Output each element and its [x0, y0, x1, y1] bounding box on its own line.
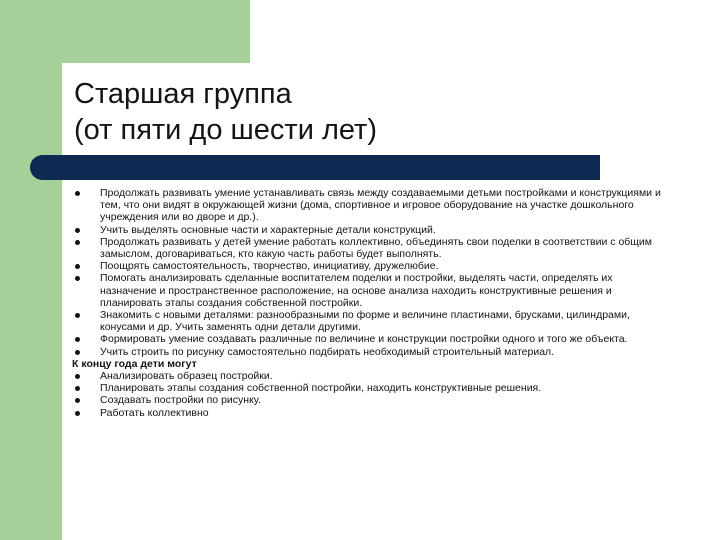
outcomes-list — [75, 370, 665, 419]
bullet-icon — [75, 386, 80, 391]
bullet-icon — [75, 411, 80, 416]
list-item — [75, 333, 665, 345]
list-item-text: Создавать постройки по рисунку. — [100, 394, 261, 407]
bullet-icon — [75, 398, 80, 403]
list-item-text: Помогать анализировать сделанные воспитателем поделки и постройки, выделять части, определять их назначение и пространственное расположение, на основе анализа находить конструктивные решения и планировать этапы создания собственной постройки. — [100, 272, 613, 309]
title-line-1: Старшая группа — [74, 78, 292, 110]
bullet-icon — [75, 228, 80, 233]
list-item — [75, 260, 665, 272]
decor-green-block-side — [0, 0, 62, 540]
list-item — [75, 407, 665, 419]
list-item — [75, 272, 665, 309]
slide-body — [72, 187, 665, 419]
section-heading: К концу года дети могут — [72, 357, 197, 370]
title-underline-bar — [30, 155, 600, 180]
list-item-text: Знакомить с новыми деталями: разнообразными по форме и величине пластинами, брусками, цилиндрами, конусами и др. Учить заменять одни детали другими. — [100, 309, 630, 334]
bullet-icon — [75, 350, 80, 355]
list-item-text: Анализировать образец постройки. — [100, 370, 273, 383]
list-item-text: Поощрять самостоятельность, творчество, инициативу, дружелюбие. — [100, 260, 439, 273]
list-item-text: Работать коллективно — [100, 406, 209, 419]
list-item — [75, 224, 665, 236]
list-item-text: Продолжать развивать умение устанавливать связь между создаваемыми детьми постройками и конструкциями и тем, что они видят в окружающей жизни (дома, спортивное и игровое оборудование на участке дошкольного учреждения или во дворе и др.). — [100, 187, 661, 224]
list-item — [75, 382, 665, 394]
list-item-text: Учить строить по рисунку самостоятельно подбирать необходимый строительный материал. — [100, 345, 555, 358]
bullet-icon — [75, 337, 80, 342]
bullet-icon — [75, 264, 80, 269]
list-item — [75, 309, 665, 333]
bullet-icon — [75, 191, 80, 196]
list-item — [75, 236, 665, 260]
bullet-icon — [75, 374, 80, 379]
goals-list — [75, 187, 665, 358]
list-item — [75, 346, 665, 358]
slide-title — [74, 76, 377, 148]
bullet-icon — [75, 276, 80, 281]
list-item — [75, 370, 665, 382]
list-item — [75, 187, 665, 224]
list-item — [75, 394, 665, 406]
bullet-icon — [75, 313, 80, 318]
list-item-text: Учить выделять основные части и характерные детали конструкций. — [100, 223, 436, 236]
list-item-text: Формировать умение создавать различные по величине и конструкции постройки одного и того же объекта. — [100, 333, 628, 346]
bullet-icon — [75, 240, 80, 245]
title-line-2: (от пяти до шести лет) — [74, 114, 377, 146]
list-item-text: Планировать этапы создания собственной постройки, находить конструктивные решения. — [100, 382, 542, 395]
list-item-text: Продолжать развивать у детей умение работать коллективно, объединять свои поделки в соответствии с общим замыслом, договариваться, кто какую часть работы будет выполнять. — [100, 235, 653, 261]
